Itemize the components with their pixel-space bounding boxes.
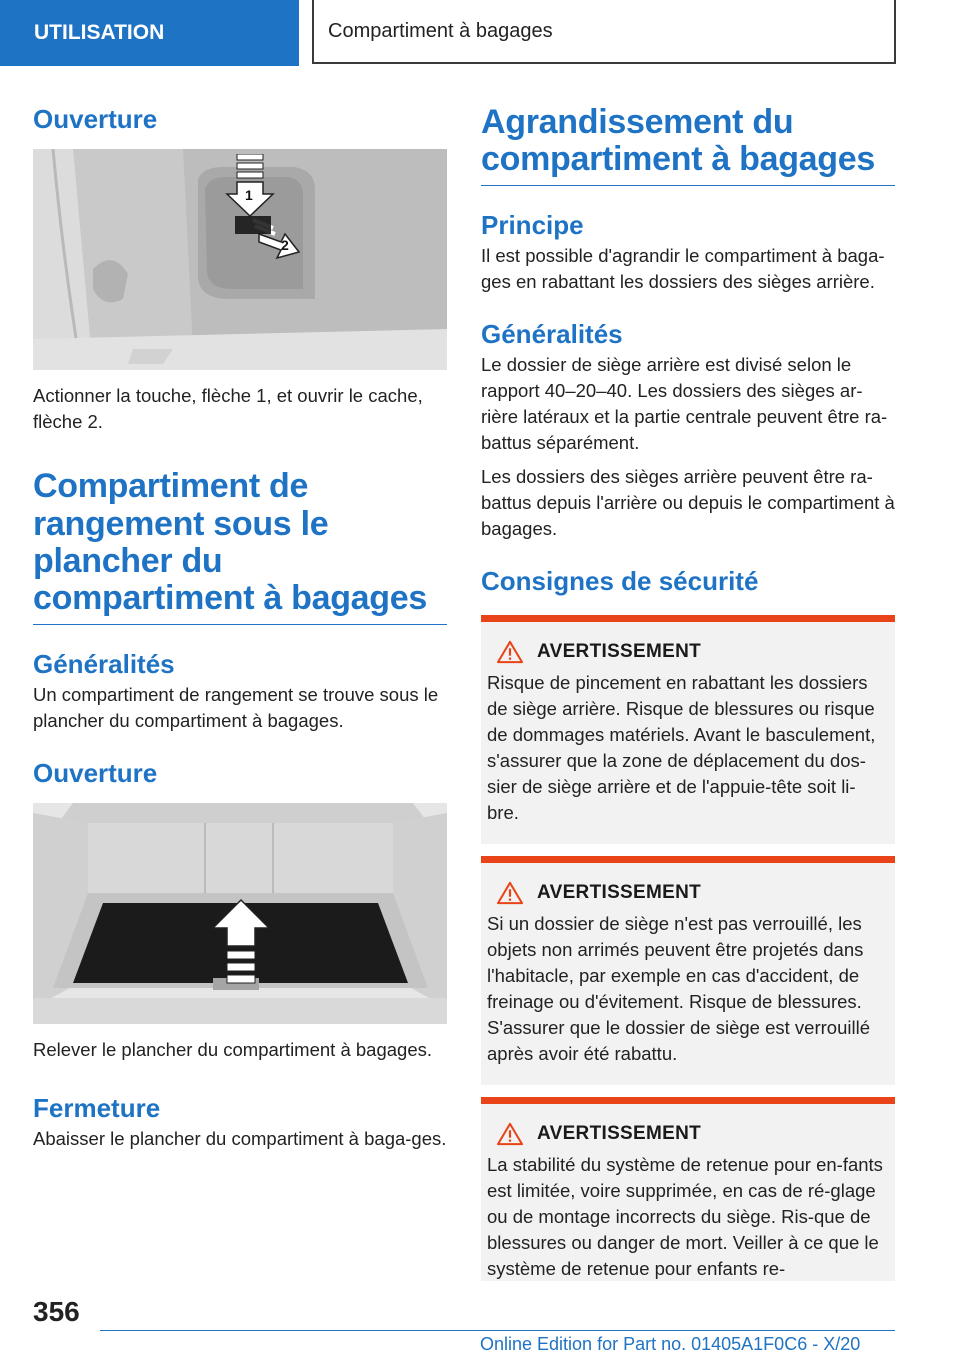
warning-header-1 [487,640,887,664]
warning-title-2: AVERTISSEMENT [537,882,702,904]
warning-title-1: AVERTISSEMENT [537,641,702,663]
warning-triangle-icon [495,640,525,664]
warning-header-3 [487,1122,887,1146]
heading-ouverture-1: Ouverture [33,104,158,134]
text-generalites-right-1: Le dossier de siège arrière est divisé selon le rapport 40–20–40. Les dossiers des sièges ar-rière latéraux et la partie centrale peuvent être ra-battus séparément. [481,354,888,454]
caption-ouverture-1: Actionner la touche, flèche 1, et ouvrir le cache, flèche 2. [33,385,423,433]
chapter-title: Compartiment à bagages [312,0,896,64]
heading-ouverture-2: Ouverture [33,757,158,788]
heading-consignes: Consignes de sécurité [481,566,759,597]
right-column [481,96,895,1281]
warning-header-2 [487,881,887,905]
page-header [0,0,960,68]
page-number: 356 [33,1296,80,1327]
warning-box-3 [481,1097,895,1281]
text-principe: Il est possible d'agrandir le compartiment à baga-ges en rabattant les dossiers des sièges arrière. [481,244,885,292]
warning-text-1: Risque de pincement en rabattant les dossiers de siège arrière. Risque de blessures ou risque de dommages matériels. Avant le basculement, s'assurer que la zone de déplacement du dos-sier de siège arrière et de l'appuie-tête soit li-bre. [487,672,876,824]
section-tab[interactable]: UTILISATION [0,0,299,66]
warning-text-3: La stabilité du système de retenue pour en-fants est limitée, voire supprimée, en cas de ré-glage ou de montage incorrects du siège. Ris-que de blessures ou danger de mort. Veiller à ce que le système de retenue pour enfants re- [487,1154,883,1280]
heading-generalites-right: Généralités [481,318,623,349]
heading-principe: Principe [481,209,584,240]
figure-trunk-floor [33,803,447,1024]
heading-generalites-left: Généralités [33,648,175,679]
arrow-label-2: 2 [281,237,289,254]
warning-title-3: AVERTISSEMENT [537,1123,702,1145]
text-generalites-right-2: Les dossiers des sièges arrière peuvent être ra-battus depuis l'arrière ou depuis le compartiment à bagages. [481,466,895,540]
footer-edition: Online Edition for Part no. 01405A1F0C6 - X/20 [480,1334,861,1354]
warning-text-2: Si un dossier de siège n'est pas verrouillé, les objets non arrimés peuvent être projetés dans l'habitacle, par exemple en cas d'accident, de freinage ou d'évitement. Risque de blessures. S'assurer que le dossier de siège est verrouillé après avoir été rabattu. [487,913,870,1065]
caption-ouverture-2: Relever le plancher du compartiment à bagages. [33,1039,433,1061]
heading-fermeture: Fermeture [33,1093,161,1124]
figure-trunk-side-cover [33,149,447,370]
heading-agrandissement: Agrandissement du compartiment à bagages [481,104,895,186]
left-column [33,96,447,1152]
warning-triangle-icon [495,881,525,905]
warning-box-2 [481,856,895,1085]
footer-rule [100,1330,895,1331]
arrow-up-graphic [211,898,271,988]
arrow-1-2-graphic [223,154,313,264]
warning-box-1 [481,615,895,844]
arrow-label-1: 1 [245,187,253,204]
text-fermeture: Abaisser le plancher du compartiment à baga-ges. [33,1128,447,1150]
text-generalites-left: Un compartiment de rangement se trouve sous le plancher du compartiment à bagages. [33,683,439,731]
warning-triangle-icon [495,1122,525,1146]
heading-compartiment-rangement: Compartiment de rangement sous le plancher du compartiment à bagages [33,468,447,625]
